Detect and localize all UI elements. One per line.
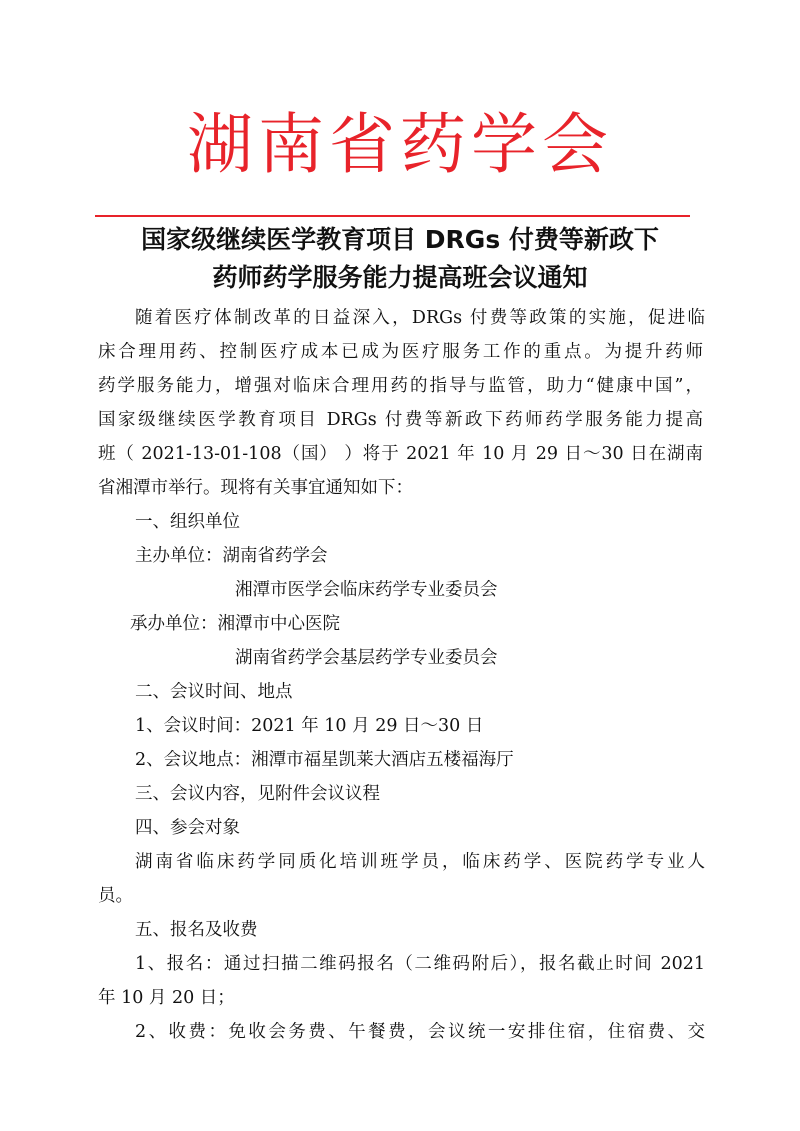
meeting-place: 2、会议地点：湘潭市福星凯莱大酒店五楼福海厅 <box>135 750 514 770</box>
section-4-heading: 四、参会对象 <box>135 818 240 838</box>
section-5-heading: 五、报名及收费 <box>135 920 258 940</box>
document-title-line-1: 国家级继续医学教育项目 DRGs 付费等新政下 <box>141 225 659 254</box>
intro-line-3: 药学服务能力，增强对临床合理用药的指导与监管，助力“健康中国”， <box>98 376 703 396</box>
intro-line-1: 随着医疗体制改革的日益深入，DRGs 付费等政策的实施，促进临 <box>135 308 705 328</box>
organizer-unit-line-1: 承办单位：湘潭市中心医院 <box>130 614 340 634</box>
org-header-title: 湖南省药学会 <box>187 106 613 183</box>
meeting-time: 1、会议时间：2021 年 10 月 29 日～30 日 <box>135 716 484 736</box>
registration-line-1: 1、报名：通过扫描二维码报名（二维码附后），报名截止时间 2021 <box>135 954 705 974</box>
section-2-heading: 二、会议时间、地点 <box>135 682 293 702</box>
red-divider <box>95 215 690 217</box>
organizer-unit-line-2: 湖南省药学会基层药学专业委员会 <box>235 648 498 668</box>
intro-line-2: 床合理用药、控制医疗成本已成为医疗服务工作的重点。为提升药师 <box>98 342 703 362</box>
host-unit-line-2: 湘潭市医学会临床药学专业委员会 <box>235 580 498 600</box>
intro-line-5: 班（ 2021-13-01-108（国） ）将于 2021 年 10 月 29 日～30 日在湖南 <box>98 444 703 464</box>
section-1-heading: 一、组织单位 <box>135 512 240 532</box>
registration-line-2: 年 10 月 20 日； <box>98 988 235 1008</box>
document-title-line-2: 药师药学服务能力提高班会议通知 <box>212 263 588 292</box>
attendees-line-1: 湖南省临床药学同质化培训班学员，临床药学、医院药学专业人 <box>135 852 705 872</box>
fees-line-1: 2、收费：免收会务费、午餐费，会议统一安排住宿，住宿费、交 <box>135 1022 705 1042</box>
section-3-heading: 三、会议内容，见附件会议议程 <box>135 784 380 804</box>
intro-line-6: 省湘潭市举行。现将有关事宜通知如下： <box>98 478 413 498</box>
attendees-line-2: 员。 <box>98 886 133 906</box>
intro-line-4: 国家级继续医学教育项目 DRGs 付费等新政下药师药学服务能力提高 <box>98 410 703 430</box>
host-unit-line-1: 主办单位：湖南省药学会 <box>135 546 328 566</box>
